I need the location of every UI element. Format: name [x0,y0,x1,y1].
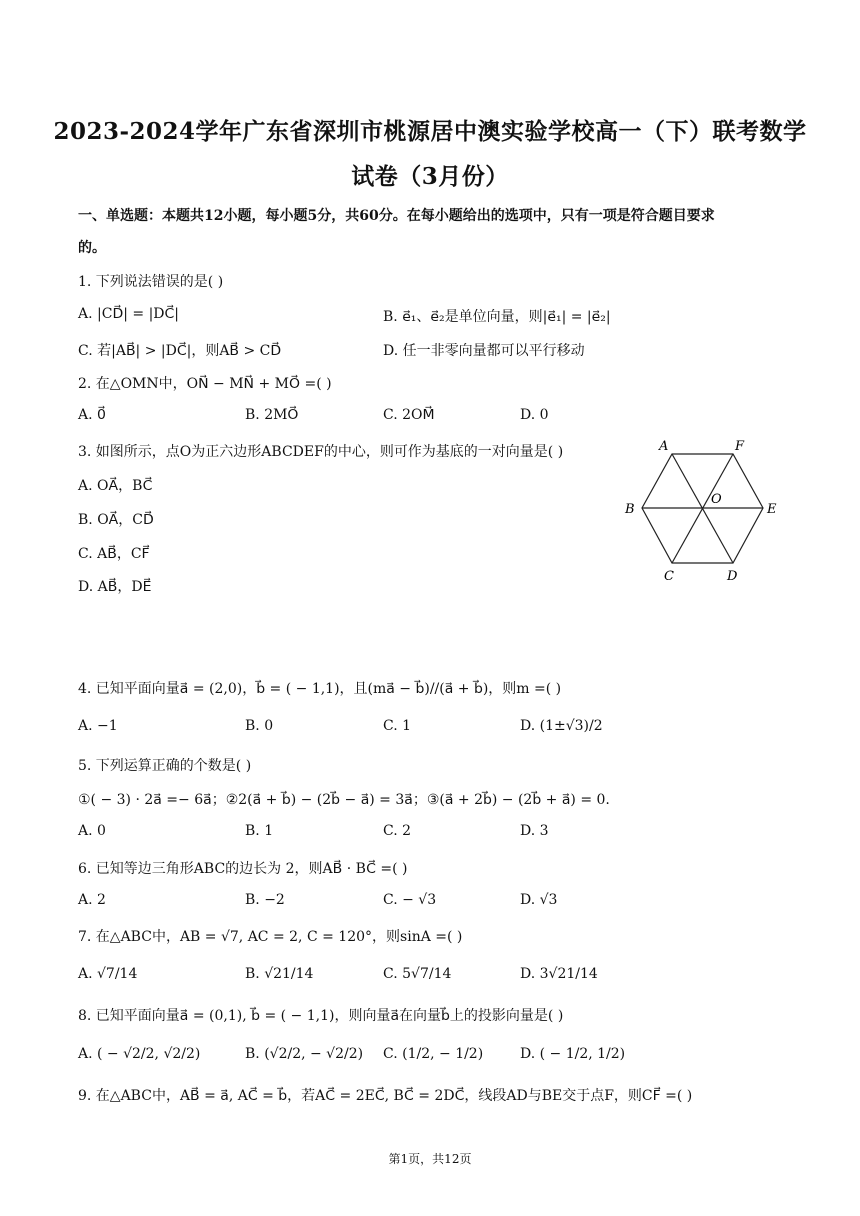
q3-option-a: A. OA⃗，BC⃗ [78,478,153,494]
q3-option-b: B. OA⃗，CD⃗ [78,512,154,528]
question-8-stem: 8. 已知平面向量a⃗ = (0,1), b⃗ = ( − 1,1)，则向量a⃗在向量b⃗上的投影向量是( ) [78,1008,564,1024]
question-2-stem: 2. 在△OMN中，ON⃗ − MN⃗ + MO⃗ =( ) [78,376,332,392]
q6-option-c: C. − √3 [383,892,437,908]
q2-option-a: A. 0⃗ [78,407,106,423]
q2-option-c: C. 2OM⃗ [383,407,435,423]
q5-option-a: A. 0 [78,823,106,839]
question-7-stem: 7. 在△ABC中，AB = √7, AC = 2, C = 120°，则sinA =( ) [78,929,463,945]
section-heading: 一、单选题：本题共12小题，每小题5分，共60分。在每小题给出的选项中，只有一项是符合题目要求 [78,208,715,224]
q2-option-d: D. 0 [520,407,549,423]
question-1-stem: 1. 下列说法错误的是( ) [78,274,224,290]
page-title-line-1: 2023-2024学年广东省深圳市桃源居中澳实验学校高一（下）联考数学 [53,118,807,145]
question-4-stem: 4. 已知平面向量a⃗ = (2,0)，b⃗ = ( − 1,1)，且(ma⃗ − b⃗)//(a⃗ + b⃗)，则m =( ) [78,681,562,697]
q1-option-c: C. 若|AB⃗| > |DC⃗|，则AB⃗ > CD⃗ [78,343,282,359]
hexagon-figure [615,435,790,585]
page-title-line-2: 试卷（3月份） [351,163,509,190]
q5-option-c: C. 2 [383,823,412,839]
q1-option-b: B. e⃗₁、e⃗₂是单位向量，则|e⃗₁| = |e⃗₂| [383,309,611,325]
q1-option-d: D. 任一非零向量都可以平行移动 [383,343,585,359]
q6-option-a: A. 2 [78,892,106,908]
q5-option-b: B. 1 [245,823,274,839]
q2-option-b: B. 2MO⃗ [245,407,299,423]
q4-option-d: D. (1±√3)/2 [520,718,603,734]
question-3-stem: 3. 如图所示，点O为正六边形ABCDEF的中心，则可作为基底的一对向量是( ) [78,444,564,460]
q4-option-a: A. −1 [78,718,118,734]
q7-option-b: B. √21/14 [245,966,314,982]
label-f: F [735,439,745,454]
q4-option-b: B. 0 [245,718,274,734]
q3-option-d: D. AB⃗，DE⃗ [78,579,152,595]
q5-option-d: D. 3 [520,823,549,839]
q3-option-c: C. AB⃗，CF⃗ [78,546,150,562]
label-c: C [664,569,674,584]
label-o: O [711,492,722,507]
label-a: A [659,439,669,454]
q7-option-d: D. 3√21/14 [520,966,598,982]
q7-option-c: C. 5√7/14 [383,966,452,982]
q8-option-c: C. (1/2, − 1/2) [383,1046,484,1062]
q1-option-a: A. |CD⃗| = |DC⃗| [78,306,180,322]
page-footer: 第1页，共12页 [388,1152,472,1166]
q8-option-a: A. ( − √2/2, √2/2) [78,1046,201,1062]
label-e: E [767,502,777,517]
label-d: D [727,569,738,584]
question-5-statements: ①( − 3) · 2a⃗ =− 6a⃗；②2(a⃗ + b⃗) − (2b⃗ − a⃗) = 3a⃗；③(a⃗ + 2b⃗) − (2b⃗ + a⃗) = 0. [78,792,610,808]
q4-option-c: C. 1 [383,718,412,734]
q7-option-a: A. √7/14 [78,966,138,982]
question-5-stem: 5. 下列运算正确的个数是( ) [78,758,252,774]
q8-option-d: D. ( − 1/2, 1/2) [520,1046,626,1062]
q6-option-b: B. −2 [245,892,285,908]
question-6-stem: 6. 已知等边三角形ABC的边长为 2，则AB⃗ · BC⃗ =( ) [78,861,408,877]
label-b: B [625,502,635,517]
section-heading-cont: 的。 [78,240,106,256]
question-9-stem: 9. 在△ABC中，AB⃗ = a⃗, AC⃗ = b⃗，若AC⃗ = 2EC⃗, BC⃗ = 2DC⃗，线段AD与BE交于点F，则CF⃗ =( ) [78,1088,693,1104]
q8-option-b: B. (√2/2, − √2/2) [245,1046,364,1062]
q6-option-d: D. √3 [520,892,558,908]
